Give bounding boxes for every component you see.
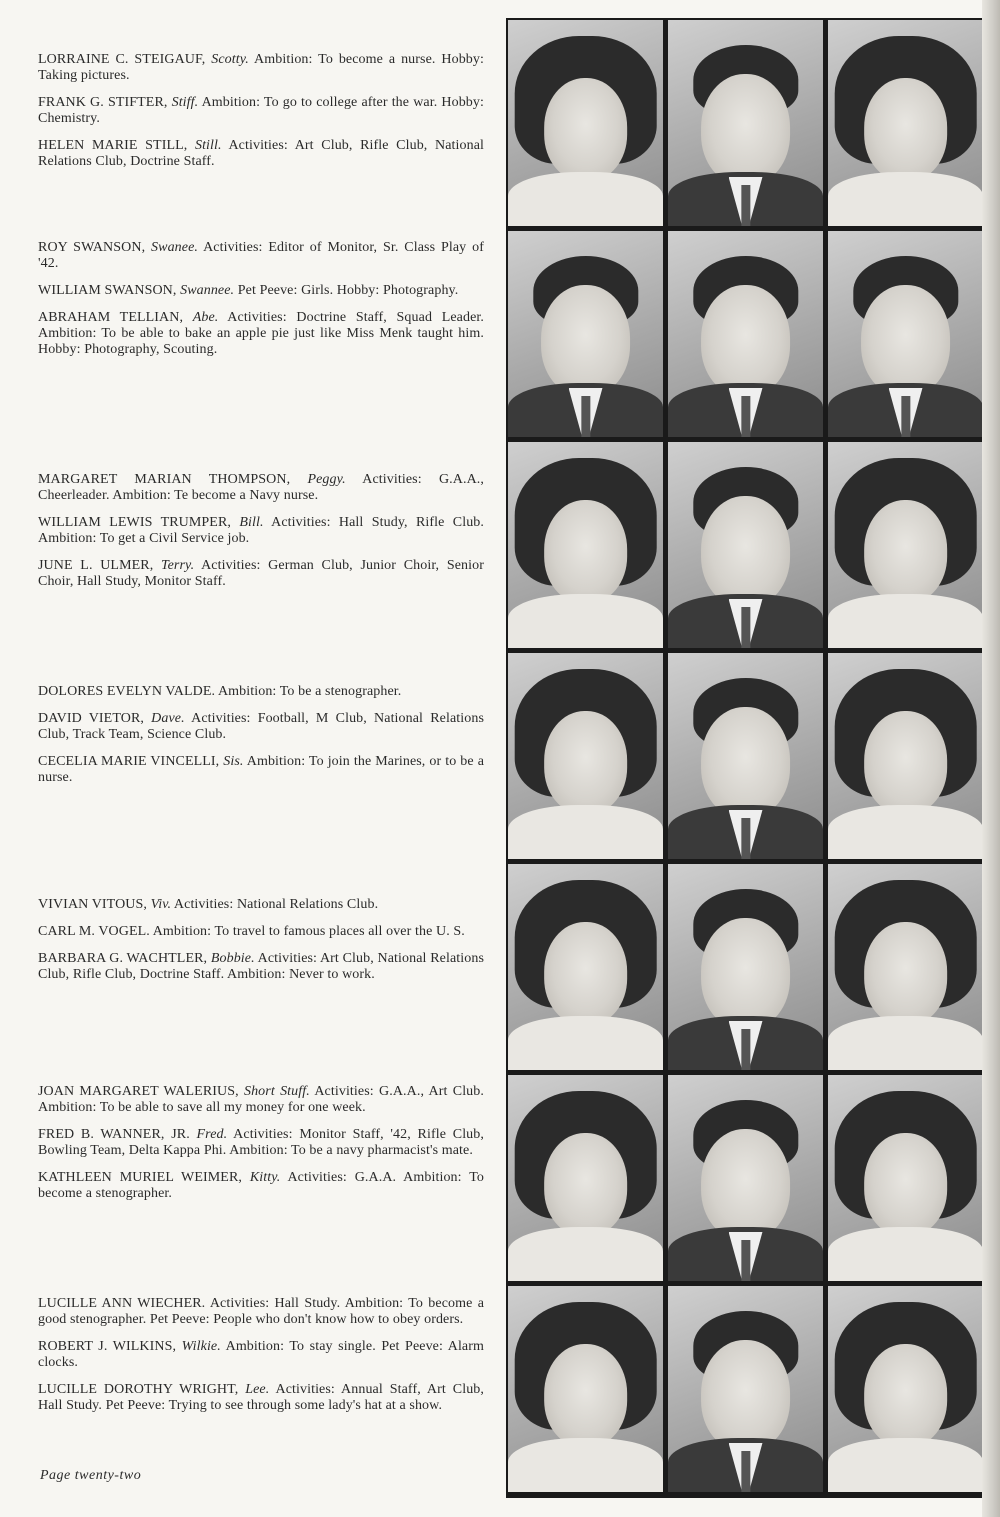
student-portrait xyxy=(668,864,823,1070)
student-description: Activities: Hall Study, Rifle Club. Ambition: To get a Civil Service job. xyxy=(38,515,485,546)
student-group xyxy=(38,472,484,601)
student-portrait xyxy=(668,1286,823,1492)
student-description: Activities: German Club, Junior Choir, Senior Choir, Hall Study, Monitor Staff. xyxy=(38,558,484,589)
student-name: ROBERT J. WILKINS, xyxy=(38,1339,177,1354)
student-portrait xyxy=(508,653,663,859)
student-portrait xyxy=(668,442,823,648)
student-portrait xyxy=(828,653,983,859)
student-name: LUCILLE DOROTHY WRIGHT, xyxy=(38,1382,239,1397)
student-portrait xyxy=(668,20,823,226)
student-name: LORRAINE C. STEIGAUF, xyxy=(38,52,206,67)
student-description: Pet Peeve: Girls. Hobby: Photography. xyxy=(237,283,459,298)
student-entry xyxy=(38,558,484,590)
student-group xyxy=(38,1084,484,1213)
student-nickname: Bill. xyxy=(239,515,264,530)
portrait-head xyxy=(701,707,791,818)
portrait-head xyxy=(544,500,628,603)
student-description: Activities: Monitor Staff, '42, Rifle Club, Bowling Team, Delta Kappa Phi. Ambition: To be a navy pharmacist's mate. xyxy=(38,1127,484,1158)
student-portrait xyxy=(828,864,983,1070)
student-nickname: Abe. xyxy=(192,310,219,325)
portrait-tie xyxy=(741,1451,750,1492)
student-portrait xyxy=(668,653,823,859)
student-nickname: Terry. xyxy=(161,558,195,573)
portrait-head xyxy=(864,1133,948,1236)
student-name: LUCILLE ANN WIECHER. xyxy=(38,1296,206,1311)
student-nickname: Fred. xyxy=(196,1127,228,1142)
student-description: Activities: Art Club, National Relations Club, Rifle Club, Doctrine Staff. Ambition: Never to work. xyxy=(38,951,484,982)
portrait-tie xyxy=(901,396,910,437)
student-nickname: Lee. xyxy=(245,1382,270,1397)
portrait-body xyxy=(828,594,983,648)
student-entry xyxy=(38,1339,484,1371)
student-description: Ambition: To stay single. Pet Peeve: Alarm clocks. xyxy=(38,1339,484,1370)
portrait-head xyxy=(864,922,948,1025)
student-name: DAVID VIETOR, xyxy=(38,711,144,726)
portrait-head xyxy=(544,711,628,814)
portrait-head xyxy=(544,1344,628,1447)
portrait-body xyxy=(508,1016,663,1070)
page-number: Page twenty-two xyxy=(40,1468,142,1483)
portrait-head xyxy=(701,496,791,607)
student-entry xyxy=(38,1382,484,1414)
portrait-head xyxy=(861,285,951,396)
student-entry xyxy=(38,711,484,743)
student-name: CARL M. VOGEL. xyxy=(38,924,150,939)
student-nickname: Still. xyxy=(194,138,222,153)
portrait-tie xyxy=(741,185,750,226)
portrait-body xyxy=(828,1016,983,1070)
book-spine-shadow xyxy=(982,0,1000,1517)
student-portrait xyxy=(508,20,663,226)
student-description: Ambition: To travel to famous places all over the U. S. xyxy=(152,924,465,939)
student-name: FRED B. WANNER, JR. xyxy=(38,1127,190,1142)
student-description: Activities: Annual Staff, Art Club, Hall Study. Pet Peeve: Trying to see through some lady's hat at a show. xyxy=(38,1382,485,1413)
student-description: Activities: G.A.A., Cheerleader. Ambition: Te become a Navy nurse. xyxy=(38,472,484,503)
student-description: Ambition: To become a nurse. Hobby: Taking pictures. xyxy=(38,52,484,83)
student-description: Activities: Art Club, Rifle Club, National Relations Club, Doctrine Staff. xyxy=(38,138,484,169)
portrait-body xyxy=(828,172,983,226)
student-entry xyxy=(38,951,484,983)
portrait-body xyxy=(508,1438,663,1492)
student-entry xyxy=(38,472,484,504)
student-nickname: Wilkie. xyxy=(181,1339,221,1354)
student-name: WILLIAM LEWIS TRUMPER, xyxy=(38,515,232,530)
student-name: HELEN MARIE STILL, xyxy=(38,138,188,153)
student-name: ROY SWANSON, xyxy=(38,240,146,255)
portrait-head xyxy=(544,922,628,1025)
student-nickname: Scotty. xyxy=(211,52,249,67)
student-portrait xyxy=(508,1075,663,1281)
student-group xyxy=(38,684,484,797)
student-description: Activities: National Relations Club. xyxy=(173,897,379,912)
portrait-grid xyxy=(506,18,982,1498)
portrait-head xyxy=(701,74,791,185)
student-nickname: Viv. xyxy=(150,897,172,912)
student-nickname: Bobbie. xyxy=(210,951,255,966)
student-group xyxy=(38,897,484,994)
student-description: Activities: G.A.A. Ambition: To become a stenographer. xyxy=(38,1170,484,1201)
student-portrait xyxy=(508,442,663,648)
student-entry xyxy=(38,924,484,940)
student-description: Ambition: To join the Marines, or to be a nurse. xyxy=(38,754,485,785)
student-group xyxy=(38,1296,484,1425)
student-name: DOLORES EVELYN VALDE. xyxy=(38,684,216,699)
portrait-tie xyxy=(581,396,590,437)
portrait-head xyxy=(701,1340,791,1451)
student-entry xyxy=(38,95,484,127)
portrait-head xyxy=(541,285,631,396)
student-description: Activities: Editor of Monitor, Sr. Class Play of '42. xyxy=(38,240,484,271)
student-name: JUNE L. ULMER, xyxy=(38,558,154,573)
student-name: BARBARA G. WACHTLER, xyxy=(38,951,208,966)
portrait-head xyxy=(701,1129,791,1240)
portrait-head xyxy=(701,285,791,396)
student-name: VIVIAN VITOUS, xyxy=(38,897,147,912)
student-description: Ambition: To be a stenographer. xyxy=(217,684,402,699)
portrait-body xyxy=(508,172,663,226)
student-entry xyxy=(38,240,484,272)
student-description: Activities: Hall Study. Ambition: To become a good stenographer. Pet Peeve: People who don't know how to obey orders. xyxy=(38,1296,485,1327)
student-name: KATHLEEN MURIEL WEIMER, xyxy=(38,1170,242,1185)
portrait-body xyxy=(828,805,983,859)
portrait-body xyxy=(828,1227,983,1281)
portrait-tie xyxy=(741,1029,750,1070)
student-portrait xyxy=(828,1286,983,1492)
portrait-tie xyxy=(741,1240,750,1281)
student-entry xyxy=(38,138,484,170)
portrait-tie xyxy=(741,607,750,648)
student-entry xyxy=(38,1170,484,1202)
student-portrait xyxy=(508,231,663,437)
student-entry xyxy=(38,52,484,84)
student-portrait xyxy=(508,1286,663,1492)
student-name: JOAN MARGARET WALERIUS, xyxy=(38,1084,239,1099)
student-entry xyxy=(38,1296,484,1328)
student-nickname: Swanee. xyxy=(151,240,198,255)
student-portrait xyxy=(828,442,983,648)
student-entry xyxy=(38,897,484,913)
portrait-head xyxy=(864,1344,948,1447)
student-portrait xyxy=(668,1075,823,1281)
portrait-head xyxy=(544,1133,628,1236)
portrait-body xyxy=(508,805,663,859)
student-nickname: Short Stuff. xyxy=(243,1084,310,1099)
student-entry xyxy=(38,684,484,700)
portrait-head xyxy=(864,500,948,603)
student-description: Ambition: To go to college after the war. Hobby: Chemistry. xyxy=(38,95,485,126)
student-name: FRANK G. STIFTER, xyxy=(38,95,168,110)
student-portrait xyxy=(828,1075,983,1281)
student-nickname: Stiff. xyxy=(171,95,199,110)
student-nickname: Swannee. xyxy=(180,283,235,298)
student-group xyxy=(38,240,484,369)
portrait-head xyxy=(864,78,948,181)
student-nickname: Kitty. xyxy=(249,1170,281,1185)
portrait-head xyxy=(864,711,948,814)
student-description: Activities: Football, M Club, National Relations Club, Track Team, Science Club. xyxy=(38,711,484,742)
student-portrait xyxy=(828,231,983,437)
student-description: Activities: Doctrine Staff, Squad Leader. Ambition: To be able to bake an apple pie just like Miss Menk taught him. Hobby: Photography, Scouting. xyxy=(38,310,484,357)
portrait-head xyxy=(701,918,791,1029)
student-nickname: Sis. xyxy=(223,754,244,769)
portrait-body xyxy=(828,1438,983,1492)
student-entry xyxy=(38,283,484,299)
student-portrait xyxy=(828,20,983,226)
student-portrait xyxy=(508,864,663,1070)
student-entry xyxy=(38,1084,484,1116)
portrait-tie xyxy=(741,396,750,437)
portrait-head xyxy=(544,78,628,181)
student-name: MARGARET MARIAN THOMPSON, xyxy=(38,472,291,487)
student-name: WILLIAM SWANSON, xyxy=(38,283,177,298)
portrait-body xyxy=(508,594,663,648)
student-portrait xyxy=(668,231,823,437)
student-description: Activities: G.A.A., Art Club. Ambition: To be able to save all my money for one week. xyxy=(38,1084,484,1115)
student-name: CECELIA MARIE VINCELLI, xyxy=(38,754,220,769)
student-group xyxy=(38,52,484,181)
portrait-body xyxy=(508,1227,663,1281)
student-nickname: Peggy. xyxy=(307,472,346,487)
student-entry xyxy=(38,310,484,358)
student-entry xyxy=(38,515,484,547)
portrait-tie xyxy=(741,818,750,859)
student-entry xyxy=(38,1127,484,1159)
student-entry xyxy=(38,754,484,786)
student-nickname: Dave. xyxy=(151,711,185,726)
student-name: ABRAHAM TELLIAN, xyxy=(38,310,184,325)
